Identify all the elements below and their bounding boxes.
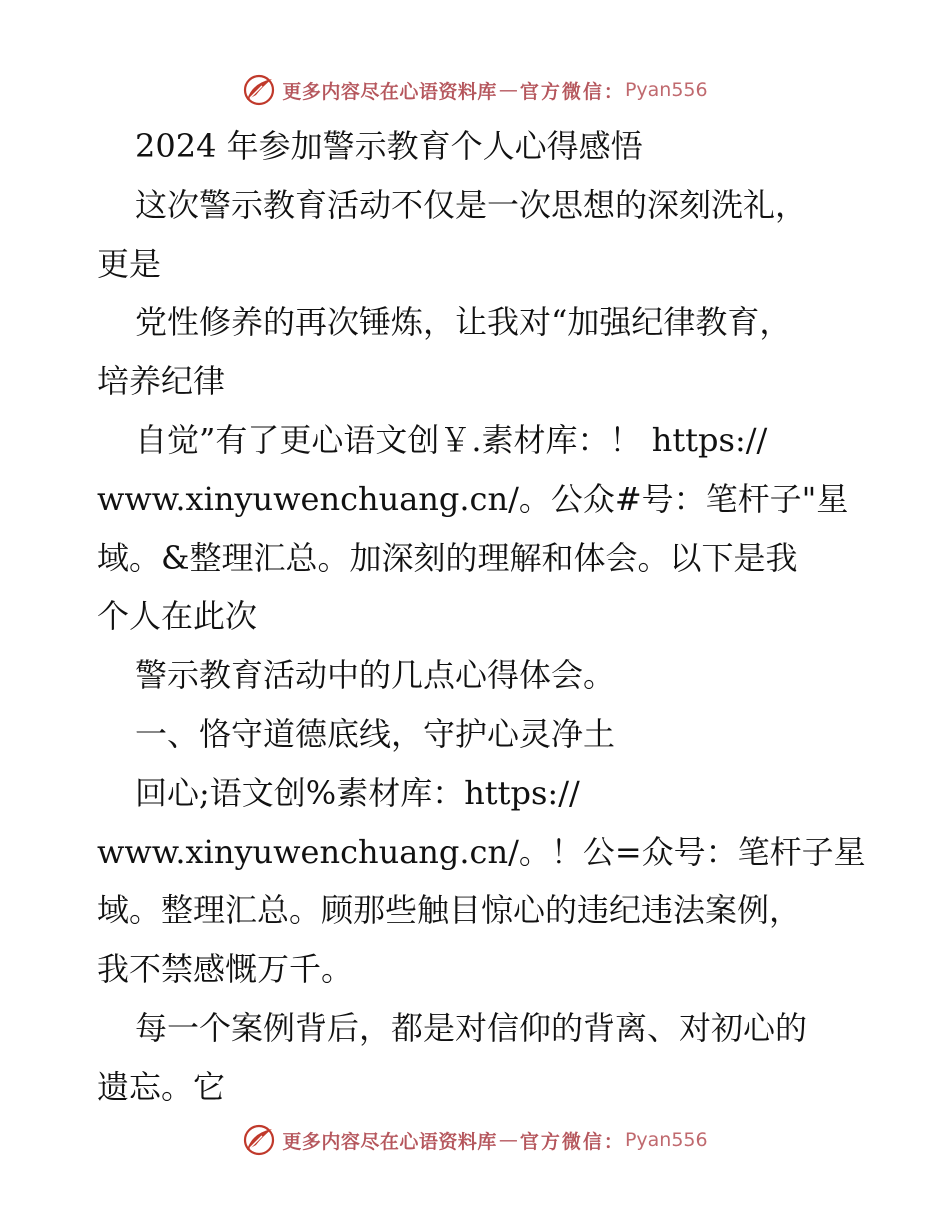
doc-line: 培养纪律 [97,362,226,401]
banner-dash: — [498,1129,518,1151]
header-banner [0,70,950,110]
doc-line: 每一个案例背后，都是对信仰的背离、对初心的 [135,1008,808,1047]
section-heading: 一、恪守道德底线，守护心灵净土 [135,714,616,753]
pen-logo-icon [242,1123,276,1157]
doc-line: 遗忘。它 [97,1067,226,1106]
banner-main-text: 更多内容尽在心语资料库 [282,80,497,103]
doc-line: 我不禁感慨万千。 [97,950,354,989]
doc-line: www.xinyuwenchuang.cn/。公众#号：笔杆子"星 [97,479,849,518]
document-body [97,117,866,1117]
pen-logo-icon [242,73,276,107]
doc-line: 自觉”有了更心语文创￥.素材库：！ https:// [135,420,768,459]
doc-line: 党性修养的再次锤炼，让我对“加强纪律教育， [135,303,792,342]
banner-main-text: 更多内容尽在心语资料库 [282,1130,497,1153]
doc-line: 域。&整理汇总。加深刻的理解和体会。以下是我 [97,538,798,577]
doc-line: 个人在此次 [97,597,258,636]
footer-banner [0,1120,950,1160]
doc-line: 警示教育活动中的几点心得体会。 [135,656,616,695]
doc-line: 这次警示教育活动不仅是一次思想的深刻洗礼， [135,185,808,224]
banner-wechat-label: 官方微信： [519,1130,625,1153]
doc-title: 2024 年参加警示教育个人心得感悟 [135,127,643,165]
banner-dash: — [498,79,518,101]
doc-line: 域。整理汇总。顾那些触目惊心的违纪违法案例， [97,891,802,930]
banner-wechat-id: Pyan556 [624,79,708,101]
banner-wechat-id: Pyan556 [624,1129,708,1151]
doc-line: 更是 [97,244,162,283]
doc-line: 回心;语文创%素材库：https:// [135,773,580,812]
banner-wechat-label: 官方微信： [519,80,625,103]
doc-line: www.xinyuwenchuang.cn/。！公=众号：笔杆子星 [97,832,866,871]
